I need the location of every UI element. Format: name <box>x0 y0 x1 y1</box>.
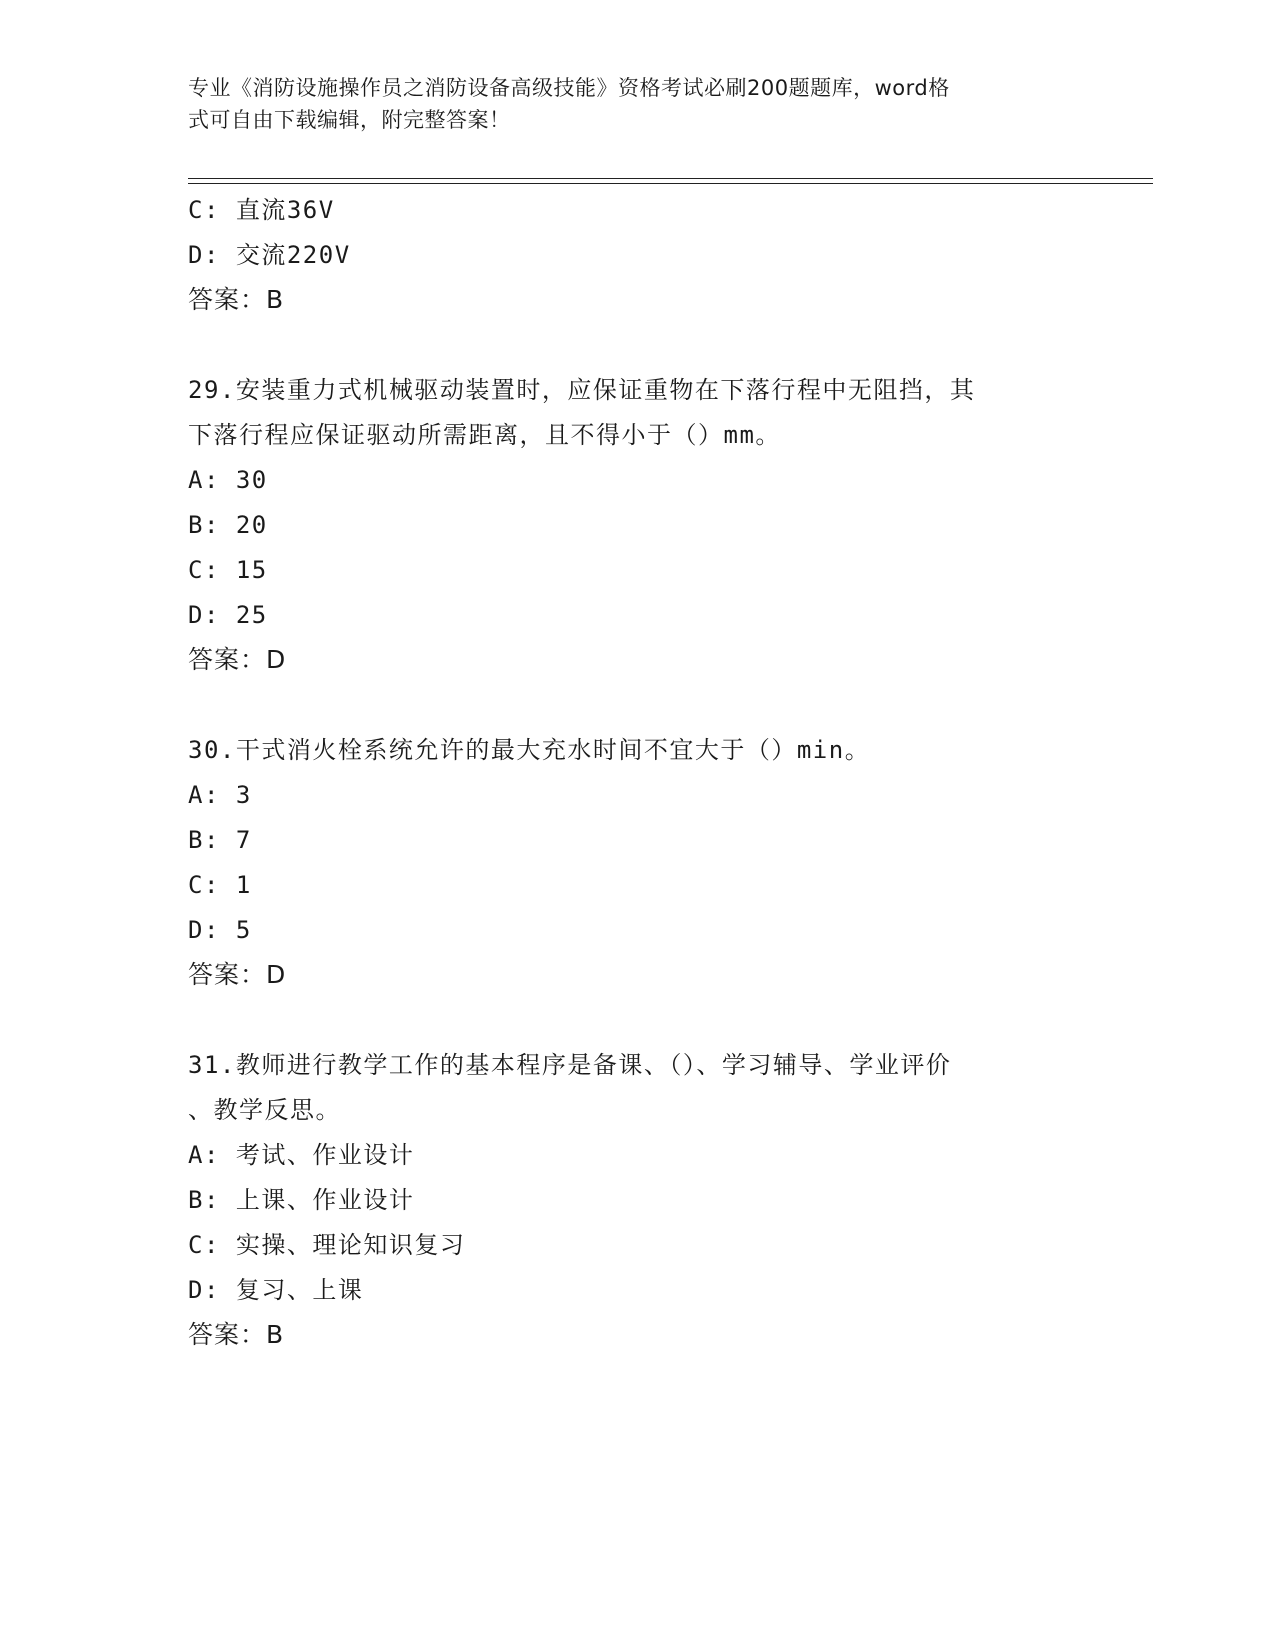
q29-stem-line-2: 下落行程应保证驱动所需距离，且不得小于（）mm。 <box>188 421 781 449</box>
document-header <box>188 72 1088 136</box>
q31-option-d: D: 复习、上课 <box>188 1276 364 1304</box>
q30-stem-line-1: 30.干式消火栓系统允许的最大充水时间不宜大于（）min。 <box>188 736 871 764</box>
q31-answer: 答案：B <box>188 1320 285 1349</box>
q28-option-d: D: 交流220V <box>188 241 351 269</box>
q30-answer: 答案：D <box>188 960 287 989</box>
q30-option-a: A: 3 <box>188 781 252 809</box>
q28-answer: 答案：B <box>188 285 285 314</box>
q31-option-b: B: 上课、作业设计 <box>188 1186 415 1214</box>
q30-option-b: B: 7 <box>188 826 252 854</box>
header-line-2: 式可自由下载编辑，附完整答案！ <box>188 108 511 132</box>
q29-option-c: C: 15 <box>188 556 268 584</box>
q28-option-c: C: 直流36V <box>188 196 335 224</box>
q29-answer: 答案：D <box>188 645 287 674</box>
header-line-1: 专业《消防设施操作员之消防设备高级技能》资格考试必刷200题题库，word格 <box>188 76 950 100</box>
header-divider-top <box>188 178 1153 179</box>
q29-stem-line-1: 29.安装重力式机械驱动装置时，应保证重物在下落行程中无阻挡，其 <box>188 376 976 404</box>
q31-option-a: A: 考试、作业设计 <box>188 1141 415 1169</box>
q29-option-d: D: 25 <box>188 601 268 629</box>
header-divider-bottom <box>188 183 1153 184</box>
q29-option-a: A: 30 <box>188 466 268 494</box>
q31-option-c: C: 实操、理论知识复习 <box>188 1231 466 1259</box>
q30-option-c: C: 1 <box>188 871 252 899</box>
q29-option-b: B: 20 <box>188 511 268 539</box>
q31-stem-line-1: 31.教师进行教学工作的基本程序是备课、（）、学习辅导、学业评价 <box>188 1051 952 1079</box>
q31-stem-line-2: 、教学反思。 <box>188 1096 341 1124</box>
q30-option-d: D: 5 <box>188 916 252 944</box>
